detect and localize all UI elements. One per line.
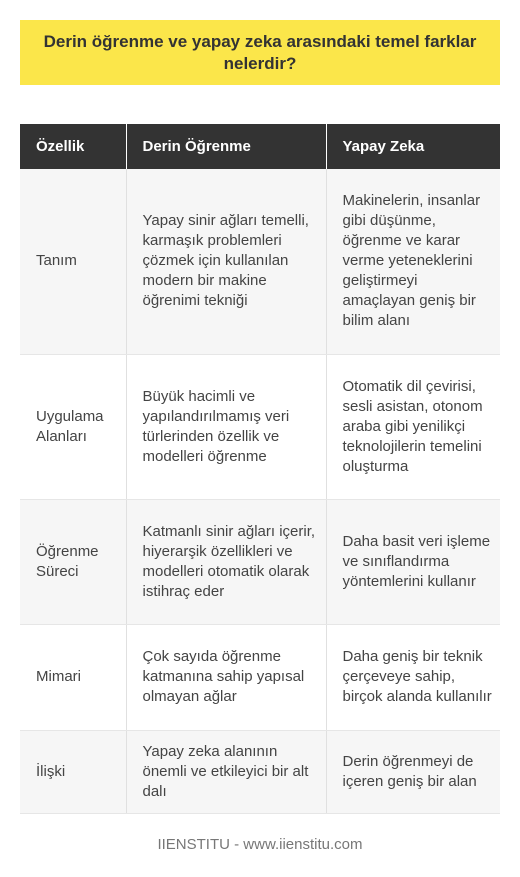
- table-row: [20, 499, 500, 624]
- deep-learning-cell: Katmanlı sinir ağları içerir, hiyerarşik özellikleri ve modelleri otomatik olarak istihraç eder: [126, 499, 326, 624]
- header-feature: Özellik: [20, 124, 126, 169]
- row-feature-cell: Öğrenme Süreci: [20, 499, 126, 624]
- row-feature-cell: Uygulama Alanları: [20, 354, 126, 499]
- deep-learning-cell: Yapay sinir ağları temelli, karmaşık problemleri çözmek için kullanılan modern bir makine öğrenimi tekniği: [126, 169, 326, 354]
- comparison-table: [20, 124, 500, 814]
- header-deep-learning: Derin Öğrenme: [126, 124, 326, 169]
- artificial-intelligence-cell: Daha basit veri işleme ve sınıflandırma yöntemlerini kullanır: [326, 499, 500, 624]
- table-header-row: [20, 124, 500, 169]
- deep-learning-cell: Yapay zeka alanının önemli ve etkileyici bir alt dalı: [126, 730, 326, 813]
- table-row: [20, 624, 500, 730]
- artificial-intelligence-cell: Otomatik dil çevirisi, sesli asistan, otonom araba gibi yenilikçi teknolojilerin temelini oluşturma: [326, 354, 500, 499]
- table-row: [20, 354, 500, 499]
- row-feature-cell: Mimari: [20, 624, 126, 730]
- footer-credit: IIENSTITU - www.iienstitu.com: [157, 836, 363, 853]
- artificial-intelligence-cell: Daha geniş bir teknik çerçeveye sahip, birçok alanda kullanılır: [326, 624, 500, 730]
- artificial-intelligence-cell: Derin öğrenmeyi de içeren geniş bir alan: [326, 730, 500, 813]
- row-feature-cell: Tanım: [20, 169, 126, 354]
- page-title: Derin öğrenme ve yapay zeka arasındaki temel farklar nelerdir?: [43, 31, 477, 73]
- deep-learning-cell: Çok sayıda öğrenme katmanına sahip yapısal olmayan ağlar: [126, 624, 326, 730]
- table-row: [20, 169, 500, 354]
- deep-learning-cell: Büyük hacimli ve yapılandırılmamış veri türlerinden özellik ve modelleri öğrenme: [126, 354, 326, 499]
- header-artificial-intelligence: Yapay Zeka: [326, 124, 500, 169]
- title-banner: [20, 20, 500, 85]
- row-feature-cell: İlişki: [20, 730, 126, 813]
- table-row: [20, 730, 500, 813]
- artificial-intelligence-cell: Makinelerin, insanlar gibi düşünme, öğrenme ve karar verme yeteneklerini geliştirmeyi amaçlayan geniş bir bilim alanı: [326, 169, 500, 354]
